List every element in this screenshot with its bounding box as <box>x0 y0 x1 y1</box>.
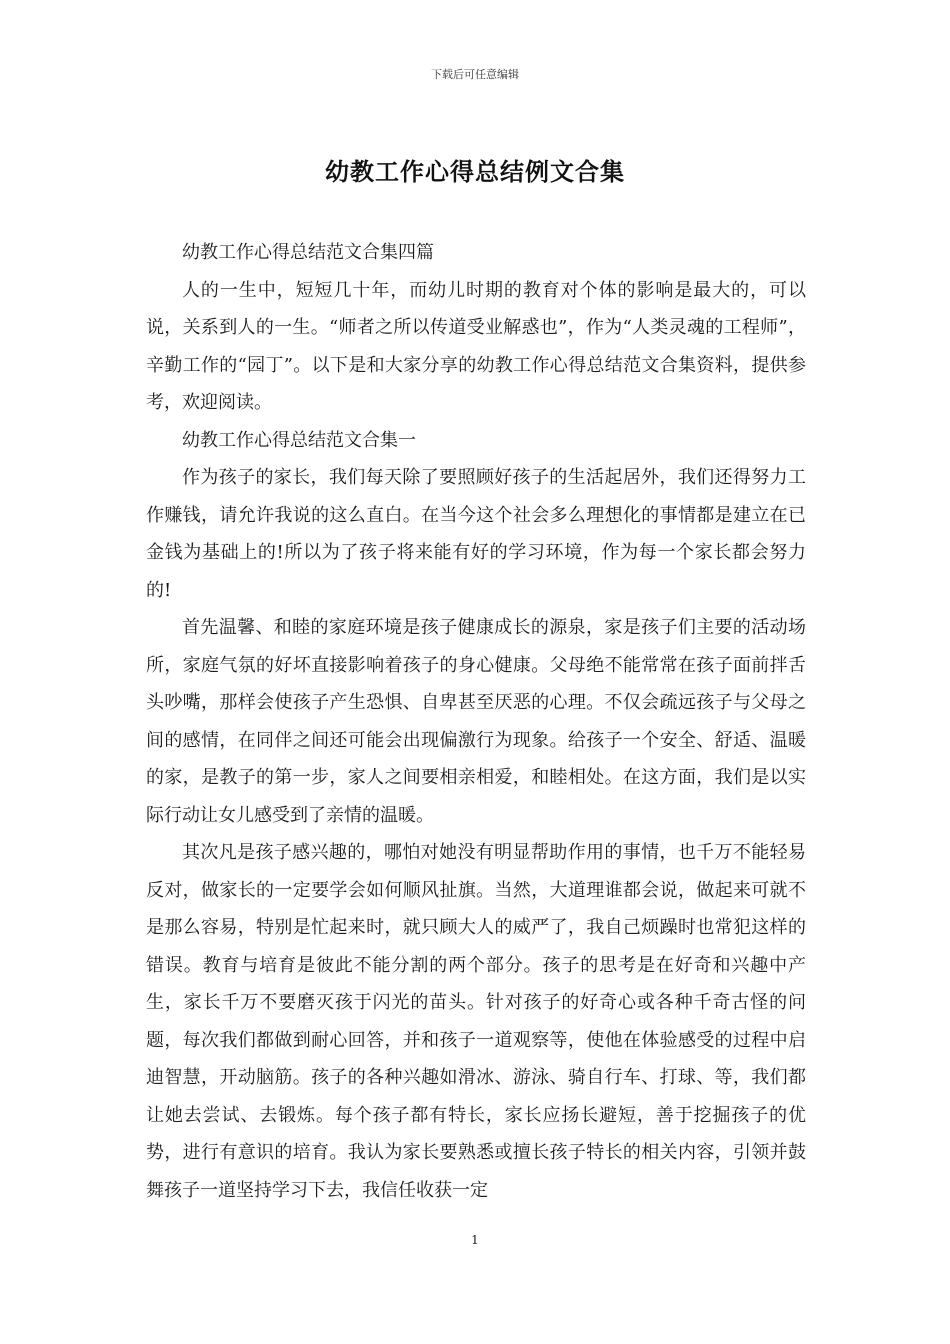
paragraph: 首先温馨、和睦的家庭环境是孩子健康成长的源泉，家是孩子们主要的活动场所，家庭气氛的好坏直接影响着孩子的身心健康。父母绝不能常常在孩子面前拌舌头吵嘴，那样会使孩子产生恐惧、自卑甚至厌恶的心理。不仅会疏远孩子与父母之间的感情，在同伴之间还可能会出现偏激行为现象。给孩子一个安全、舒适、温暖的家，是教子的第一步，家人之间要相亲相爱，和睦相处。在这方面，我们是以实际行动让女儿感受到了亲情的温暖。 <box>146 617 806 826</box>
paragraph: 人的一生中，短短几十年，而幼儿时期的教育对个体的影响是最大的，可以说，关系到人的一生。“师者之所以传道受业解惑也”，作为“人类灵魂的工程师”，辛勤工作的“园丁”。以下是和大家分享的幼教工作心得总结范文合集资料，提供参考，欢迎阅读。 <box>146 279 806 413</box>
section-heading: 幼教工作心得总结范文合集一 <box>182 429 416 451</box>
document-body <box>146 234 806 1209</box>
header-note: 下载后可任意编辑 <box>431 68 519 81</box>
paragraph: 作为孩子的家长，我们每天除了要照顾好孩子的生活起居外，我们还得努力工作赚钱，请允许我说的这么直白。在当今这个社会多么理想化的事情都是建立在已金钱为基础上的!所以为了孩子将来能有好的学习环境，作为每一个家长都会努力的! <box>146 467 806 601</box>
section-heading: 幼教工作心得总结范文合集四篇 <box>182 242 434 263</box>
page-number: 1 <box>471 1233 479 1247</box>
paragraph: 其次凡是孩子感兴趣的，哪怕对她没有明显帮助作用的事情，也千万不能轻易反对，做家长的一定要学会如何顺风扯旗。当然，大道理谁都会说，做起来可就不是那么容易，特别是忙起来时，就只顾大人的威严了，我自己烦躁时也常犯这样的错误。教育与培育是彼此不能分割的两个部分。孩子的思考是在好奇和兴趣中产生，家长千万不要磨灭孩于闪光的苗头。针对孩子的好奇心或各种千奇古怪的问题，每次我们都做到耐心回答，并和孩子一道观察等，使他在体验感受的过程中启迪智慧，开动脑筋。孩子的各种兴趣如滑冰、游泳、骑自行车、打球、等，我们都让她去尝试、去锻炼。每个孩子都有特长，家长应扬长避短，善于挖掘孩子的优势，进行有意识的培育。我认为家长要熟悉或擅长孩子特长的相关内容，引领并鼓舞孩子一道坚持学习下去，我信任收获一定 <box>146 842 806 1201</box>
document-title: 幼教工作心得总结例文合集 <box>325 158 625 186</box>
